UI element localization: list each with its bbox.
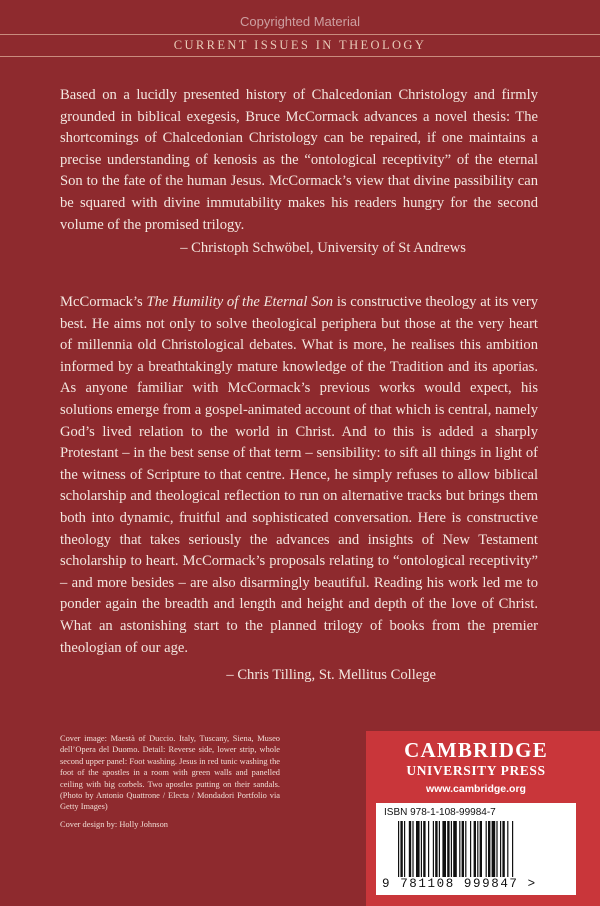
barcode-panel bbox=[376, 803, 576, 895]
publisher-name: CAMBRIDGE bbox=[404, 738, 548, 762]
watermark: Copyrighted Material bbox=[240, 14, 360, 29]
endorsement-2-attribution: – Chris Tilling, St. Mellitus College bbox=[226, 667, 436, 684]
endorsement-2-text bbox=[60, 292, 538, 659]
cover-image-credit: Cover image: Maestà of Duccio. Italy, Tuscany, Siena, Museo dell’Opera del Duomo. Detail: Reverse side, lower strip, whole second upper panel: Foot washing. Jesus in red tunic washing the foot of the apostles in a room with green walls and panelled ceiling with big corbels. Two apostles putting on their sandals. (Photo by Antonio Quattrone / Electa / Mondadori Portfolio via Getty Images) bbox=[60, 734, 280, 812]
publisher-subtitle: UNIVERSITY PRESS bbox=[406, 763, 546, 778]
isbn-label: ISBN 978-1-108-99984-7 bbox=[384, 807, 496, 818]
publisher-block bbox=[366, 731, 600, 906]
credits bbox=[60, 733, 280, 830]
publisher-url: www.cambridge.org bbox=[426, 783, 526, 795]
endorsement-2-text-before: McCormack’s bbox=[60, 294, 147, 310]
endorsement-1 bbox=[60, 85, 538, 260]
cover-design-credit: Cover design by: Holly Johnson bbox=[60, 819, 168, 829]
endorsement-2-text-after: is constructive theology at its very best. He aims not only to solve theological periphera but those at the very heart of millennia old Christological debates. What is more, he realises this ambition informed by a breathtakingly mature knowledge of the Tradition and its aporias. As anyone familiar with McCormack’s previous works would expect, his solutions emerge from a gospel-animated account of that which is central, namely God’s lived relation to the world in Christ. And to this is added a sharply Protestant – in the best sense of that term – sensibility: to sift all things in light of the witness of Scripture to that centre. Hence, he simply refuses to allow biblical scholarship and theological reflection to run on alternative tracks but brings them both into dynamic, fruitful and sophisticated conversation. Here is constructive theology that takes seriously the advances and insights of New Testament scholarship to heart. McCormack’s proposals relating to “ontological receptivity” – and more besides – are also disarmingly beautiful. Reading his work led me to ponder again the breadth and length and height and depth of the love of Christ. What an astonishing start to the planned trilogy of books from the premier theologian of our age. bbox=[60, 294, 538, 656]
endorsement-2 bbox=[60, 292, 538, 687]
book-title: The Humility of the Eternal Son bbox=[146, 294, 334, 310]
barcode-digits: 9 781108 999847 > bbox=[382, 877, 537, 891]
barcode-icon bbox=[396, 821, 560, 879]
series-rule-top bbox=[0, 34, 600, 35]
series-title: CURRENT ISSUES IN THEOLOGY bbox=[173, 38, 427, 52]
endorsement-1-text: Based on a lucidly presented history of Chalcedonian Christology and firmly grounded in biblical exegesis, Bruce McCormack advances a novel thesis: The shortcomings of Chalcedonian Christology can be repaired, if one maintains a precise understanding of kenosis as the “ontological receptivity” of the eternal Son to the fate of the human Jesus. McCormack’s view that divine passibility can be squared with divine immutability makes his readers hungry for the second volume of the promised trilogy. bbox=[60, 87, 538, 233]
endorsement-1-attribution: – Christoph Schwöbel, University of St Andrews bbox=[180, 240, 466, 257]
series-rule-bottom bbox=[0, 56, 600, 57]
